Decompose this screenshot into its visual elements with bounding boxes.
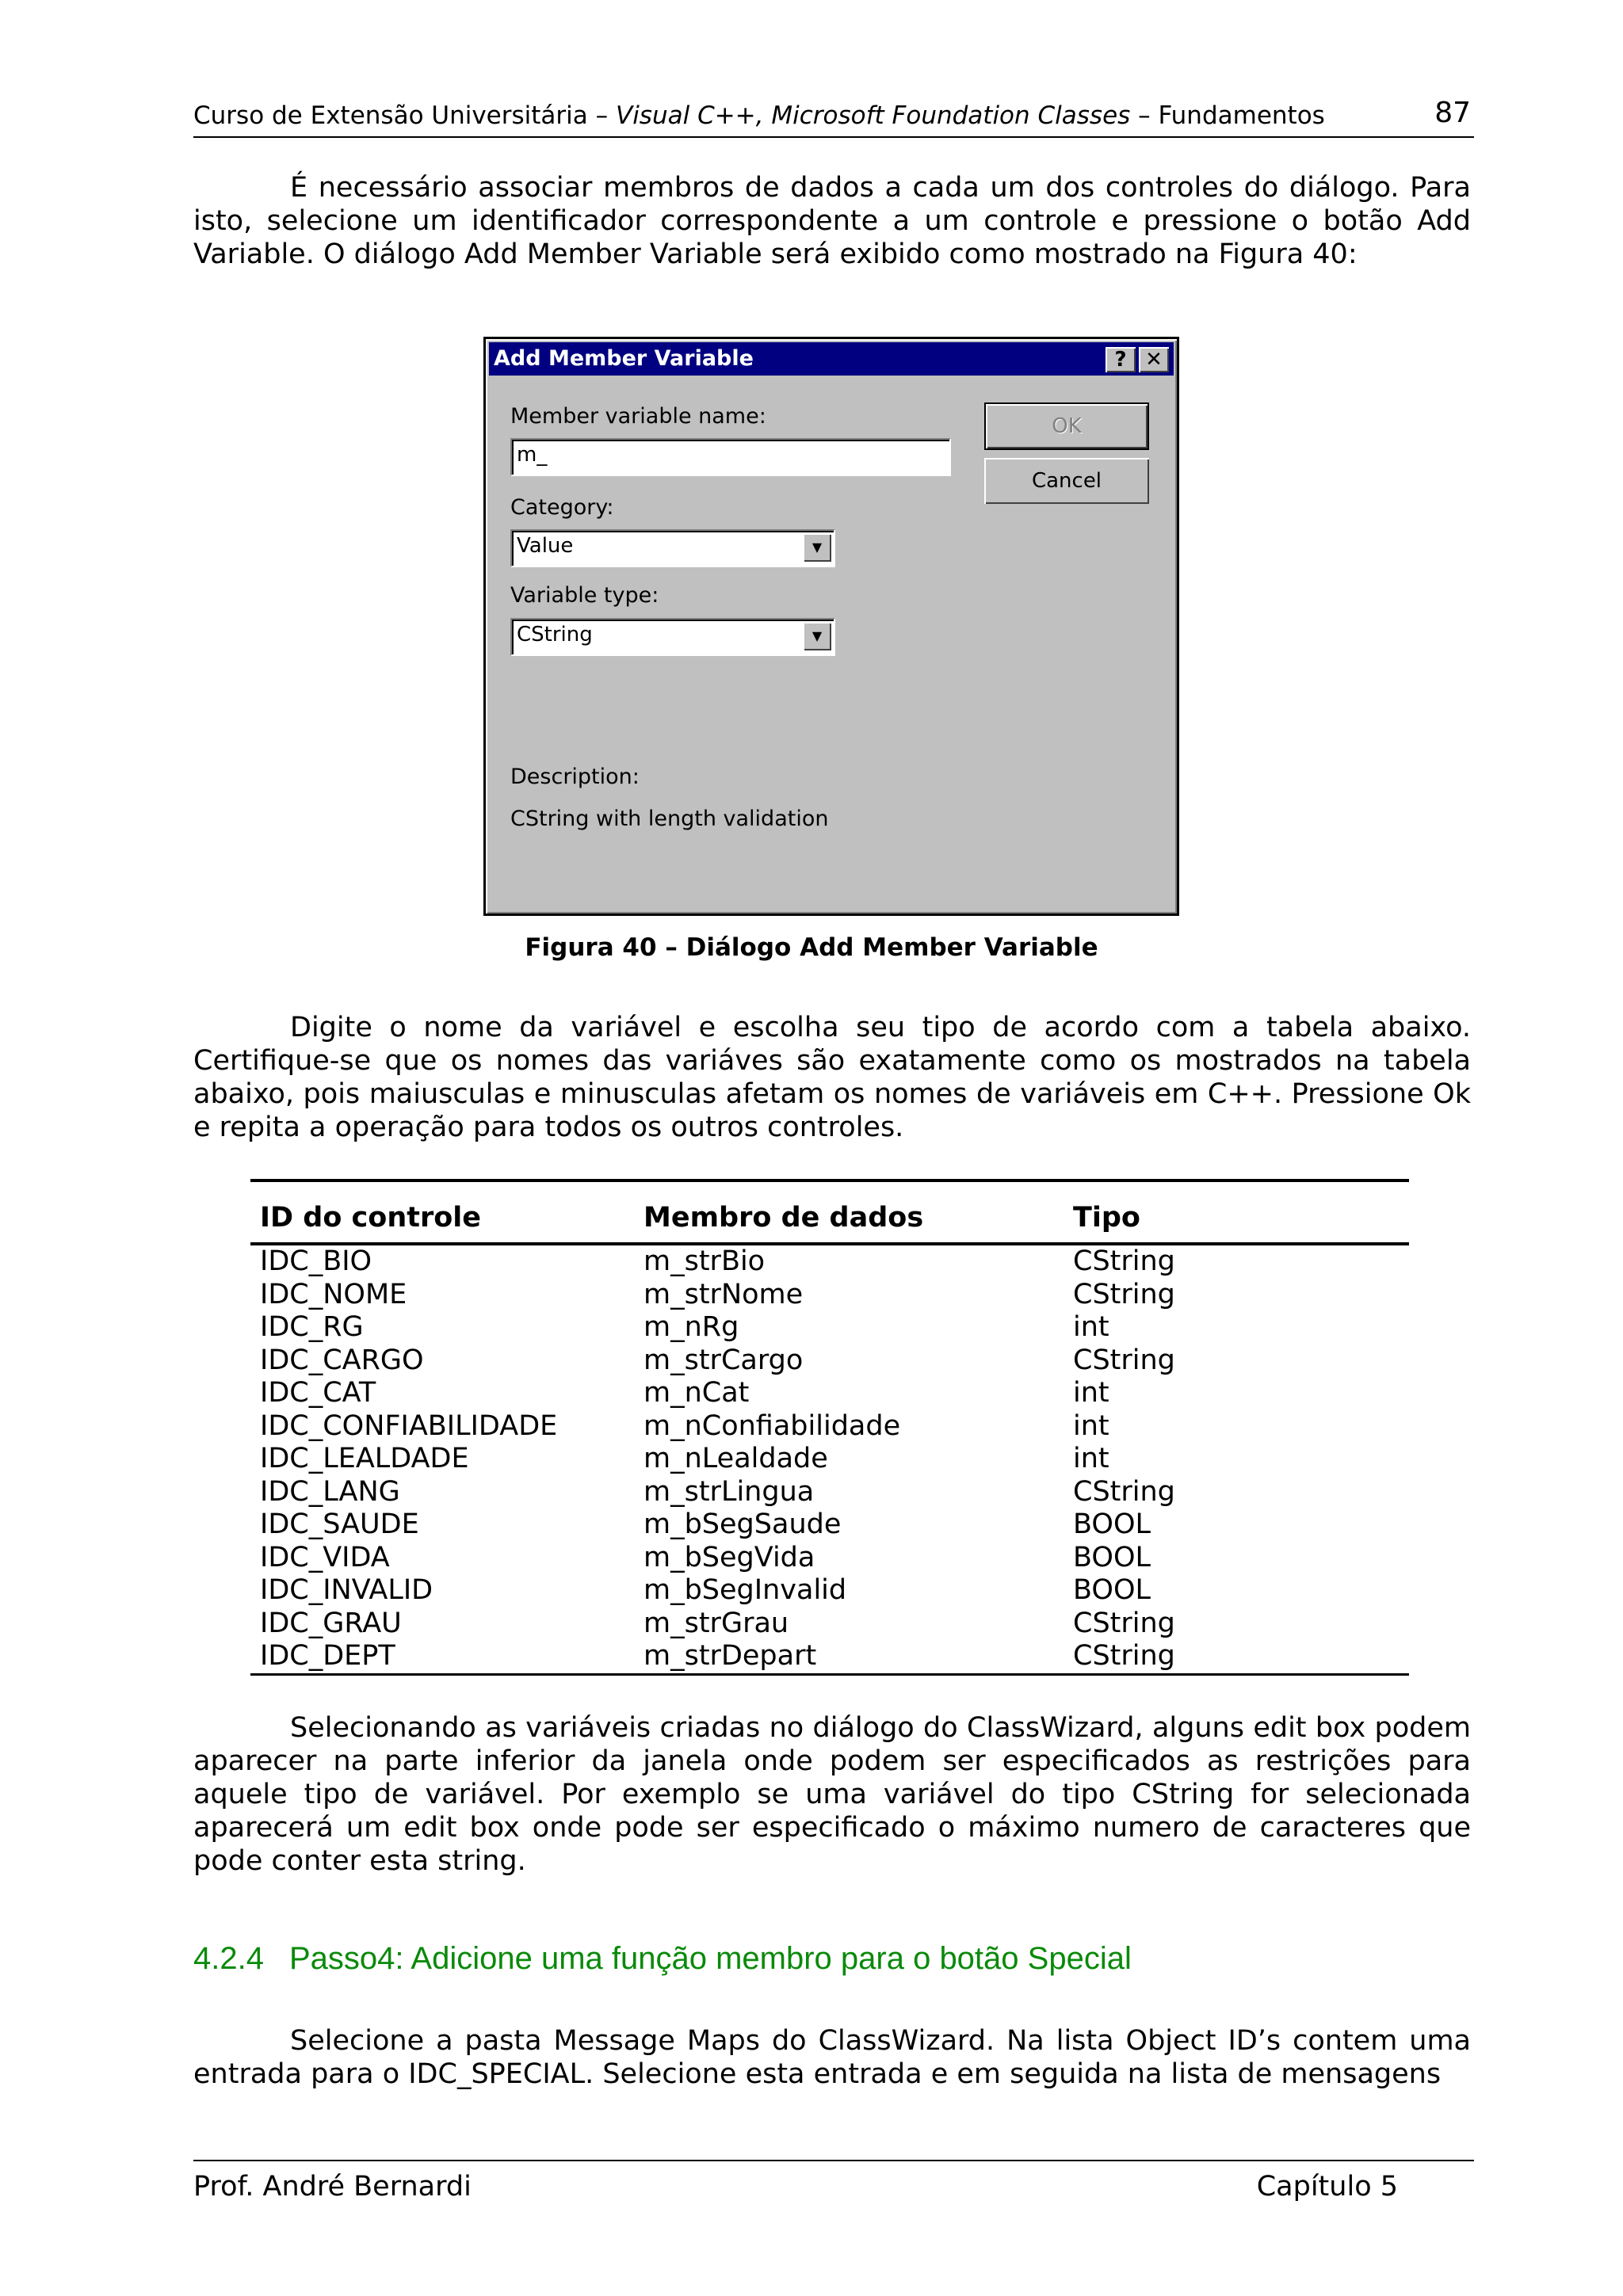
page-footer [193,2160,1474,2203]
ok-button[interactable]: OK [984,402,1149,450]
cell-member: m_nLealdade [643,1443,828,1474]
footer-chapter: Capítulo 5 [1256,2171,1398,2203]
cell-type: CString [1073,1245,1175,1277]
table-row [250,1377,1409,1410]
column-header-id: ID do controle [260,1202,482,1234]
cell-id: IDC_VIDA [260,1541,390,1573]
paragraph-intro: É necessário associar membros de dados a cada um dos controles do diálogo. Para isto, selecione um identificador correspondente a um controle e pressione o botão Add Variable. O diálogo Add Member Variable será exibido como mostrado na Figura 40: [193,172,1471,270]
variable-type-value: CString [517,623,593,646]
table-row [250,1574,1409,1608]
cell-type: BOOL [1073,1508,1151,1540]
footer-author: Prof. André Bernardi [193,2171,472,2203]
cell-id: IDC_CARGO [260,1344,424,1376]
description-label: Description: [510,765,640,789]
cell-type: CString [1073,1607,1175,1639]
cell-member: m_strBio [643,1245,766,1277]
cell-id: IDC_CAT [260,1377,376,1409]
category-select[interactable] [510,529,835,567]
add-member-variable-dialog [483,337,1179,916]
header-title: Curso de Extensão Universitária – Visual C++, Microsoft Foundation Classes – Fundamentos [193,101,1325,130]
dialog-title: Add Member Variable [494,346,754,371]
cell-type: CString [1073,1344,1175,1376]
table-row [250,1542,1409,1575]
table-row [250,1508,1409,1542]
cell-member: m_strLingua [643,1475,815,1508]
cell-type: CString [1073,1278,1175,1310]
paragraph-message-maps: Selecione a pasta Message Maps do ClassWizard. Na lista Object ID’s contem uma entrada para o IDC_SPECIAL. Selecione esta entrada e em seguida na lista de mensagens [193,2025,1471,2090]
table-row [250,1279,1409,1312]
cell-id: IDC_CONFIABILIDADE [260,1409,558,1442]
column-header-type: Tipo [1073,1202,1140,1234]
table-row [250,1608,1409,1641]
cell-member: m_bSegVida [643,1541,815,1573]
cell-member: m_strGrau [643,1607,789,1639]
table-row [250,1410,1409,1444]
section-heading [193,1941,1132,1977]
variable-type-label: Variable type: [510,583,659,608]
cell-id: IDC_BIO [260,1245,372,1277]
figure-caption: Figura 40 – Diálogo Add Member Variable [525,933,1098,962]
dialog-titlebar [489,342,1174,376]
cell-member: m_strCargo [643,1344,804,1376]
chevron-down-icon[interactable]: ▼ [803,533,831,562]
cell-id: IDC_SAUDE [260,1508,419,1540]
cell-id: IDC_LEALDADE [260,1443,469,1474]
table-row [250,1443,1409,1476]
table-row [250,1311,1409,1344]
section-number: 4.2.4 [193,1941,264,1976]
cell-member: m_nCat [643,1377,750,1409]
table-header-row [250,1180,1409,1244]
cell-type: int [1073,1409,1109,1442]
page-header [193,97,1474,138]
table-row [250,1640,1409,1674]
description-text: CString with length validation [510,807,829,831]
cancel-button[interactable]: Cancel [984,458,1149,504]
cell-type: BOOL [1073,1541,1151,1573]
page-number: 87 [1434,97,1471,129]
table-row [250,1476,1409,1509]
variables-table [250,1179,1409,1676]
chevron-down-icon[interactable]: ▼ [803,622,831,650]
cell-id: IDC_RG [260,1311,364,1343]
section-title: Passo4: Adicione uma função membro para o botão Special [288,1941,1132,1976]
cell-member: m_bSegInvalid [643,1574,847,1606]
cell-type: BOOL [1073,1574,1151,1606]
cell-member: m_nConfiabilidade [643,1409,901,1442]
cell-member: m_strNome [643,1278,804,1310]
cell-id: IDC_GRAU [260,1607,402,1639]
cell-type: int [1073,1443,1109,1474]
cell-type: CString [1073,1475,1175,1508]
column-header-member: Membro de dados [643,1202,924,1234]
close-button[interactable]: ✕ [1139,347,1169,372]
cell-id: IDC_INVALID [260,1574,433,1606]
paragraph-instructions: Digite o nome da variável e escolha seu tipo de acordo com a tabela abaixo. Certifique-se que os nomes das variáves são exatamente como os mostrados na tabela abaixo, pois maiusculas e minusculas afetam os nomes de variáveis em C++. Pressione Ok e repita a operação para todos os outros controles. [193,1012,1471,1143]
member-name-label: Member variable name: [510,404,766,429]
member-name-input[interactable]: m_ [510,438,951,476]
category-value: Value [517,534,574,558]
cell-member: m_strDepart [643,1640,817,1672]
variable-type-select[interactable] [510,618,835,656]
cell-member: m_nRg [643,1311,739,1343]
cell-type: int [1073,1311,1109,1343]
cell-id: IDC_LANG [260,1475,400,1508]
cell-member: m_bSegSaude [643,1508,842,1540]
cell-id: IDC_NOME [260,1278,407,1310]
help-button[interactable]: ? [1106,347,1136,372]
cell-id: IDC_DEPT [260,1640,395,1672]
category-label: Category: [510,495,614,520]
cell-type: int [1073,1377,1109,1409]
table-row [250,1344,1409,1378]
paragraph-classwizard: Selecionando as variáveis criadas no diálogo do ClassWizard, alguns edit box podem aparecer na parte inferior da janela onde podem ser especificados as restrições para aquele tipo de variável. Por exemplo se uma variável do tipo CString for selecionada aparecerá um edit box onde pode ser especificado o máximo numero de caracteres que pode conter esta string. [193,1712,1471,1877]
cell-type: CString [1073,1640,1175,1672]
table-row [250,1244,1409,1279]
